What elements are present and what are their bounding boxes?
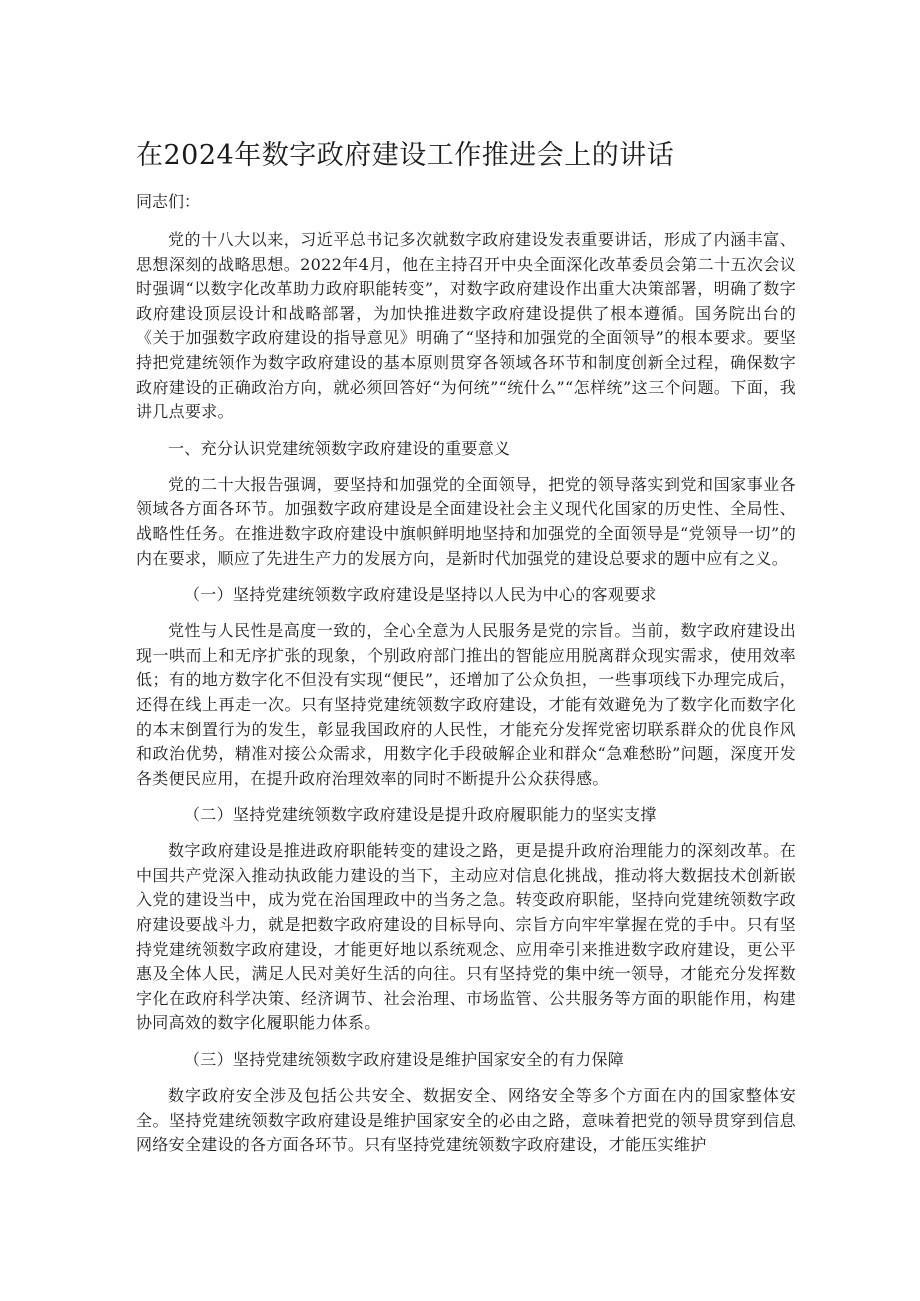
subheading-2: （二）坚持党建统领数字政府建设是提升政府履职能力的坚实支撑 — [184, 805, 657, 825]
paragraph-subsection-1: 党性与人民性是高度一致的，全心全意为人民服务是党的宗旨。当前，数字政府建设出现一哄而上和无序扩张的现象，个别政府部门推出的智能应用脱离群众现实需求，使用效率低；有的地方数字化不但没有实现“便民”，还增加了公众负担，一些事项线下办理完成后，还得在线上再走一次。只有坚持党建统领数字政府建设，才能有效避免为了数字化而数字化的本末倒置行为的发生，彰显我国政府的人民性，才能充分发挥党密切联系群众的优良作风和政治优势，精准对接公众需求，用数字化手段破解企业和群众“急难愁盼”问题，深度开发各类便民应用，在提升政府治理效率的同时不断提升公众获得感。 — [136, 621, 796, 788]
subheading-1: （一）坚持党建统领数字政府建设是坚持以人民为中心的客观要求 — [184, 585, 657, 605]
paragraph-section-1: 党的二十大报告强调，要坚持和加强党的全面领导，把党的领导落实到党和国家事业各领域各方面各环节。加强数字政府建设是全面建设社会主义现代化国家的历史性、全局性、战略性任务。在推进数字政府建设中旗帜鲜明地坚持和加强党的全面领导是“党领导一切”的内在要求，顺应了先进生产力的发展方向，是新时代加强党的建设总要求的题中应有之义。 — [136, 474, 796, 568]
paragraph-subsection-2: 数字政府建设是推进政府职能转变的建设之路，更是提升政府治理能力的深刻改革。在中国共产党深入推动执政能力建设的当下，主动应对信息化挑战，推动将大数据技术创新嵌入党的建设当中，成为党在治国理政中的当务之急。转变政府职能，坚持向党建统领数字政府建设要战斗力，就是把数字政府建设的目标导向、宗旨方向牢牢掌握在党的手中。只有坚持党建统领数字政府建设，才能更好地以系统观念、应用牵引来推进数字政府建设，更公平惠及全体人民，满足人民对美好生活的向往。只有坚持党的集中统一领导，才能充分发挥数字化在政府科学决策、经济调节、社会治理、市场监管、公共服务等方面的职能作用，构建协同高效的数字化履职能力体系。 — [136, 841, 796, 1033]
document-page — [136, 138, 796, 1170]
subheading-3: （三）坚持党建统领数字政府建设是维护国家安全的有力保障 — [184, 1050, 625, 1070]
salutation: 同志们： — [136, 192, 201, 211]
paragraph-intro: 党的十八大以来，习近平总书记多次就数字政府建设发表重要讲话，形成了内涵丰富、思想深刻的战略思想。2022年4月，他在主持召开中央全面深化改革委员会第二十五次会议时强调“以数字化改革助力政府职能转变”，对数字政府建设作出重大决策部署，明确了数字政府建设顶层设计和战略部署，为加快推进数字政府建设提供了根本遵循。国务院出台的《关于加强数字政府建设的指导意见》明确了“坚持和加强党的全面领导”的根本要求。要坚持把党建统领作为数字政府建设的基本原则贯穿各领域各环节和制度创新全过程，确保数字政府建设的正确政治方向，就必须回答好“为何统”“统什么”“怎样统”这三个问题。下面，我讲几点要求。 — [136, 230, 796, 422]
document-title: 在2024年数字政府建设工作推进会上的讲话 — [136, 140, 675, 171]
paragraph-subsection-3: 数字政府安全涉及包括公共安全、数据安全、网络安全等多个方面在内的国家整体安全。坚持党建统领数字政府建设是维护国家安全的必由之路，意味着把党的领导贯穿到信息网络安全建设的各方面各环节。只有坚持党建统领数字政府建设，才能压实维护 — [136, 1086, 796, 1155]
section-heading-1: 一、充分认识党建统领数字政府建设的重要意义 — [168, 438, 511, 458]
